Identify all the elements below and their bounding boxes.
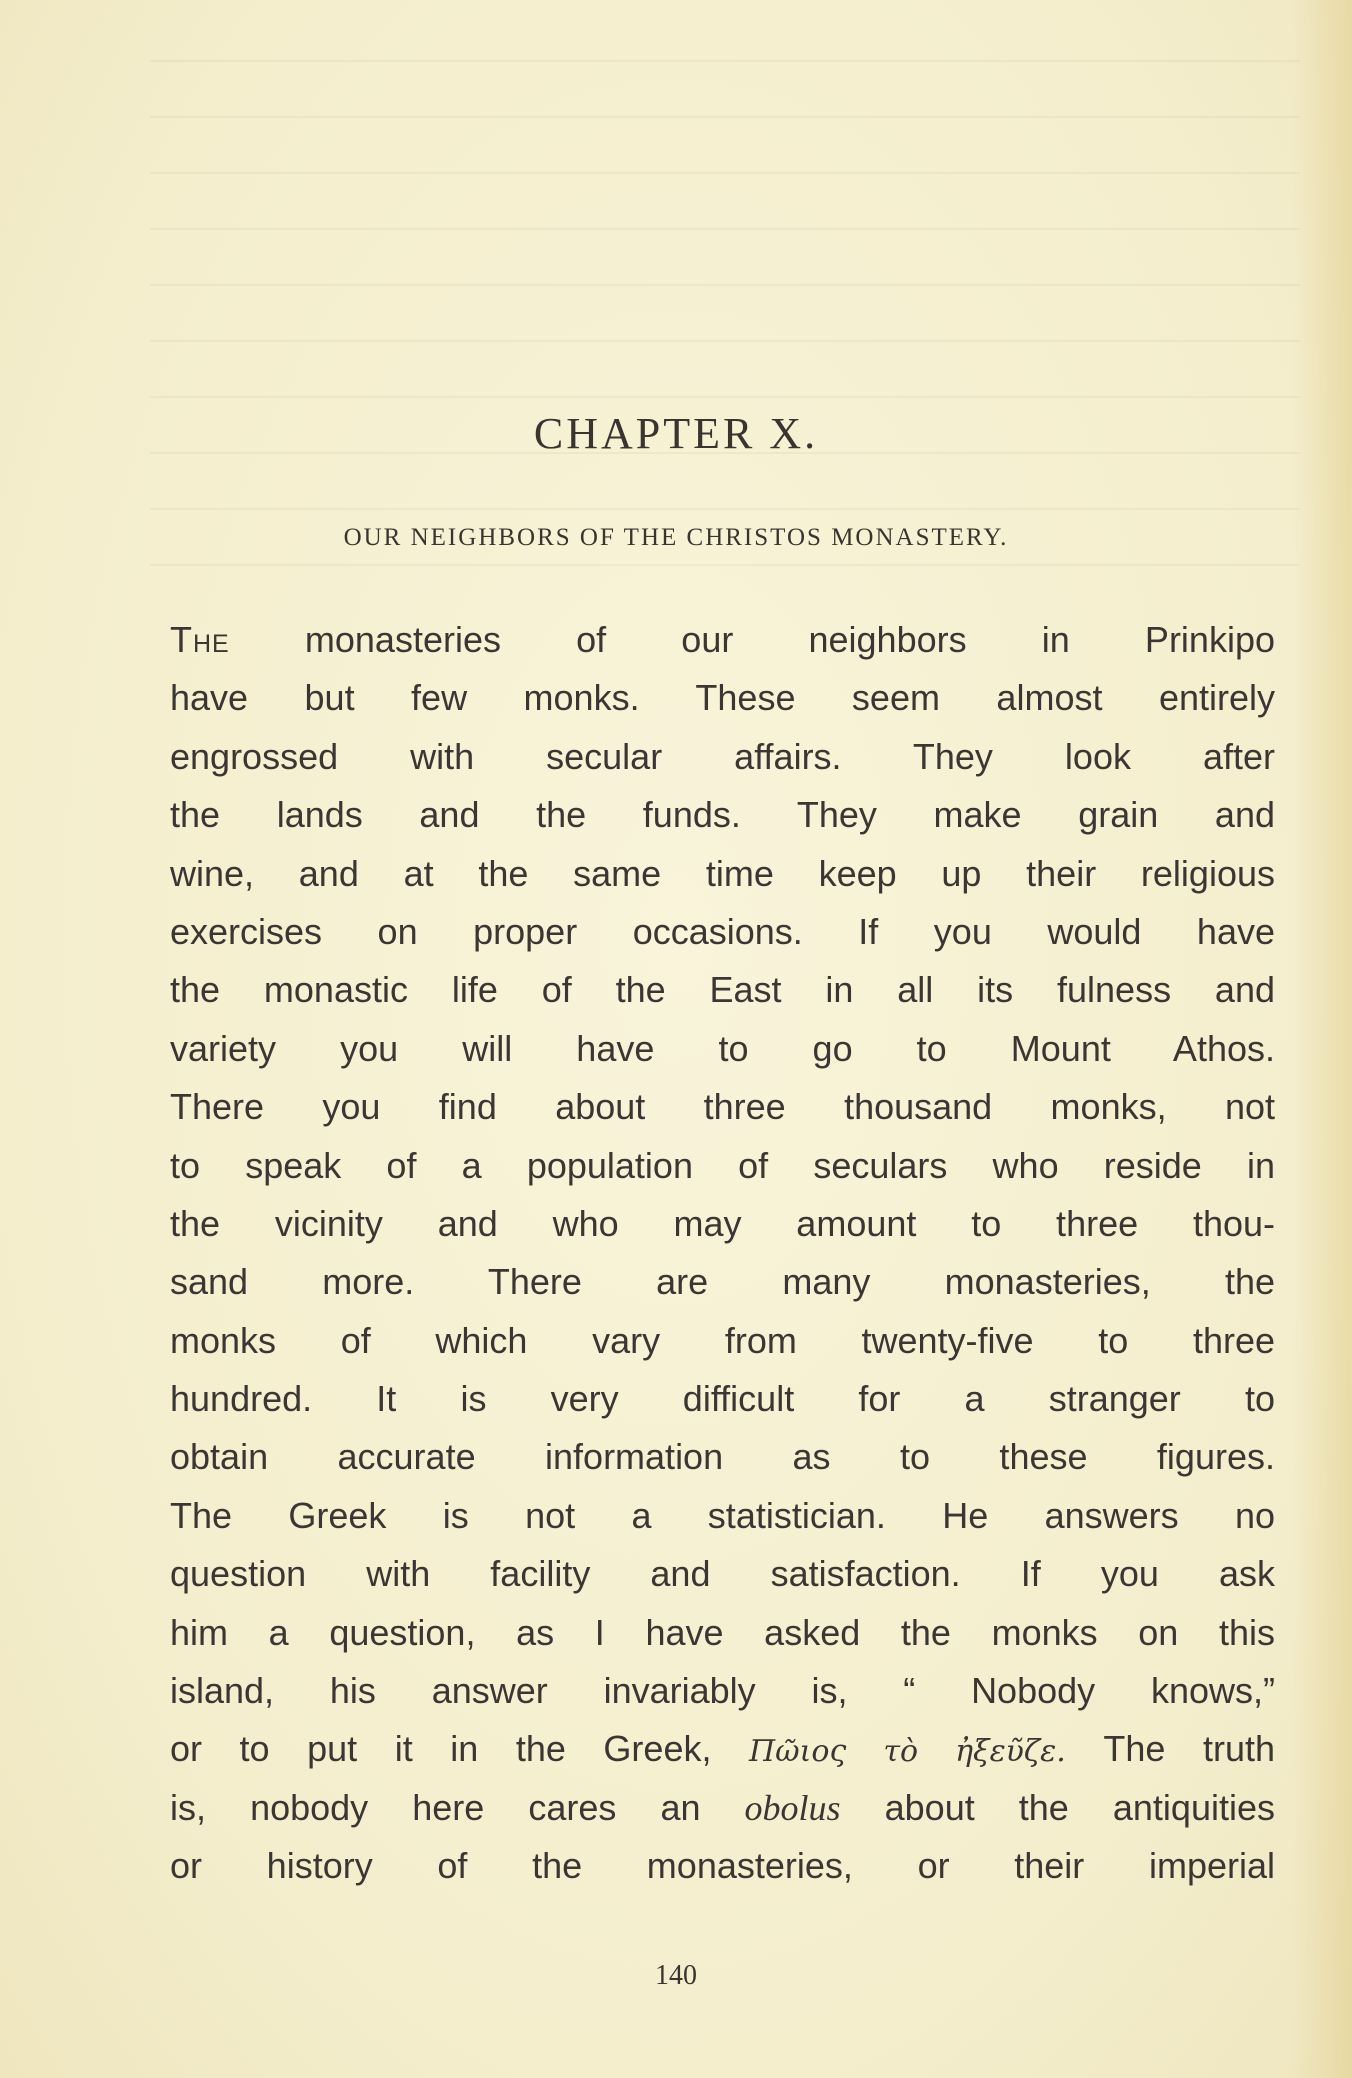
text-line: hundred. It is very difficult for a stranger to (170, 1378, 1275, 1420)
text-line: obtain accurate information as to these figures. (170, 1436, 1275, 1478)
line-text: is, nobody here cares an (170, 1786, 745, 1828)
page-edge-shadow (1292, 0, 1352, 2078)
greek-phrase: Πῶιος τὸ ἠξεῦζε. (749, 1734, 1066, 1770)
body-text (170, 611, 1275, 1896)
text-line: to speak of a population of seculars who reside in (170, 1144, 1275, 1186)
text-line: the monastic life of the East in all its fulness and (170, 969, 1275, 1011)
text-line: question with facility and satisfaction. If you ask (170, 1553, 1275, 1595)
text-line: variety you will have to go to Mount Athos. (170, 1027, 1275, 1069)
line-text: monasteries of our neighbors in Prinkipo (229, 619, 1275, 660)
page-number: 140 (655, 1960, 697, 1991)
text-line: sand more. There are many monasteries, the (170, 1261, 1275, 1303)
chapter-title: CHAPTER X. (533, 409, 819, 458)
text-line: The Greek is not a statistician. He answers no (170, 1494, 1275, 1536)
text-line: the vicinity and who may amount to three thou- (170, 1202, 1275, 1244)
italic-word: obolus (744, 1787, 841, 1828)
lead-word: The (170, 619, 230, 660)
line-text: about the antiquities (840, 1786, 1275, 1828)
text-line: wine, and at the same time keep up their religious (170, 852, 1275, 894)
chapter-subtitle: OUR NEIGHBORS OF THE CHRISTOS MONASTERY. (343, 524, 1009, 551)
text-line: monks of which vary from twenty-five to three (170, 1319, 1275, 1361)
text-line (170, 1720, 1275, 1778)
line-text: or to put it in the Greek, (170, 1728, 750, 1770)
text-line: island, his answer invariably is, “ Nobody knows,” (170, 1670, 1275, 1712)
text-line (170, 1779, 1275, 1837)
line-text: The truth (1065, 1728, 1275, 1770)
text-line: There you find about three thousand monks, not (170, 1086, 1275, 1128)
text-line: him a question, as I have asked the monks on this (170, 1611, 1275, 1653)
text-line (170, 611, 1275, 669)
text-line: engrossed with secular affairs. They look after (170, 735, 1275, 777)
text-line: the lands and the funds. They make grain and (170, 794, 1275, 836)
text-line: have but few monks. These seem almost entirely (170, 677, 1275, 719)
text-line: exercises on proper occasions. If you would have (170, 910, 1275, 952)
show-through-text (150, 60, 1300, 580)
text-line: or history of the monasteries, or their imperial (170, 1845, 1275, 1887)
